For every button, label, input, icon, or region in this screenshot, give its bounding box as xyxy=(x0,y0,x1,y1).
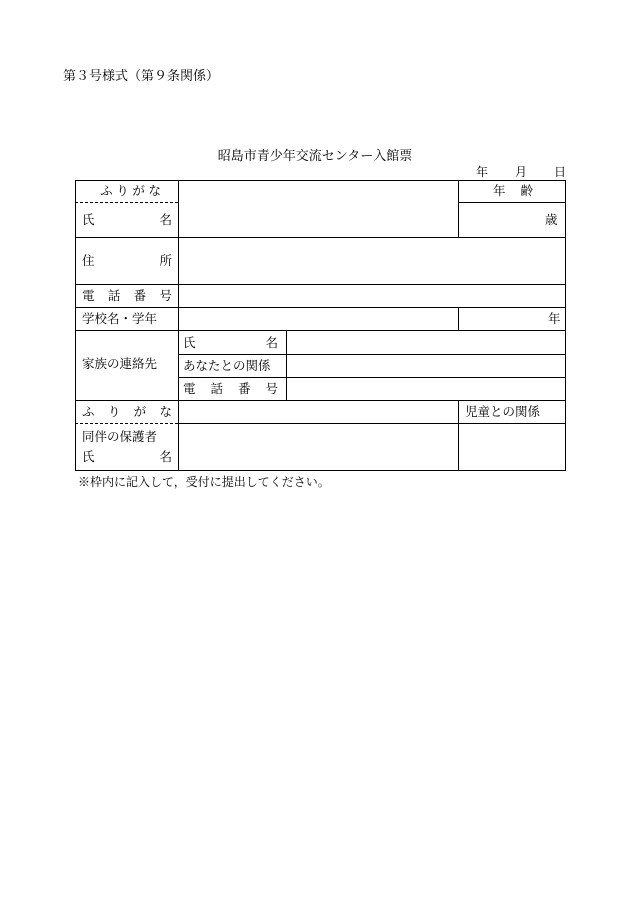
form-number: 第３号様式（第９条関係） xyxy=(63,69,220,84)
label-char: り xyxy=(107,404,121,419)
form-title: 昭島市青少年交流センター入館票 xyxy=(217,149,413,164)
grade-unit: 年 xyxy=(548,311,561,326)
label-char: な xyxy=(148,183,162,198)
family-name-label xyxy=(183,337,278,350)
label-char: ふ xyxy=(100,183,113,198)
label-char: 氏 xyxy=(82,449,95,464)
date-month-label: 月 xyxy=(515,165,528,179)
label-char: 番 xyxy=(133,288,147,303)
age-label xyxy=(493,185,533,198)
label-char: が xyxy=(133,404,147,419)
guardian-label-line1: 同伴の保護者 xyxy=(82,429,158,444)
label-char: 号 xyxy=(159,288,172,303)
label-char: 住 xyxy=(82,253,95,268)
label-char: ふ xyxy=(82,404,95,419)
label-char: 名 xyxy=(159,449,172,464)
label-char: り xyxy=(116,183,129,198)
label-char: 所 xyxy=(159,253,172,268)
guardian-furigana-label xyxy=(82,406,172,419)
date-day-label: 日 xyxy=(554,165,567,179)
label-char: 話 xyxy=(107,288,121,303)
child-relation-label: 児童との関係 xyxy=(465,404,541,419)
label-char: 話 xyxy=(210,381,223,396)
label-char: 電 xyxy=(82,288,95,303)
address-label xyxy=(82,255,172,268)
label-char: 番 xyxy=(237,381,251,396)
label-char: 齢 xyxy=(520,183,533,198)
label-char: 氏 xyxy=(183,335,196,350)
label-char: 名 xyxy=(265,335,278,350)
guardian-label-line2 xyxy=(82,451,172,464)
family-contact-label: 家族の連絡先 xyxy=(82,356,158,371)
label-char: 号 xyxy=(265,381,278,396)
name-label xyxy=(82,214,172,227)
label-char: 氏 xyxy=(82,212,95,227)
school-grade-label: 学校名・学年 xyxy=(82,311,158,326)
label-char: 年 xyxy=(493,183,506,198)
label-char: が xyxy=(132,183,145,198)
label-char: な xyxy=(159,404,172,419)
phone-label xyxy=(82,290,172,303)
label-char: 電 xyxy=(183,381,196,396)
label-char: 名 xyxy=(159,212,172,227)
relationship-label: あなたとの関係 xyxy=(183,358,271,373)
furigana-label xyxy=(82,185,172,198)
instruction-note: ※枠内に記入して，受付に提出してください。 xyxy=(78,475,330,489)
family-phone-label xyxy=(183,383,278,396)
entry-form-table xyxy=(75,180,566,471)
date-year-label: 年 xyxy=(476,165,489,179)
age-unit: 歳 xyxy=(545,212,558,227)
